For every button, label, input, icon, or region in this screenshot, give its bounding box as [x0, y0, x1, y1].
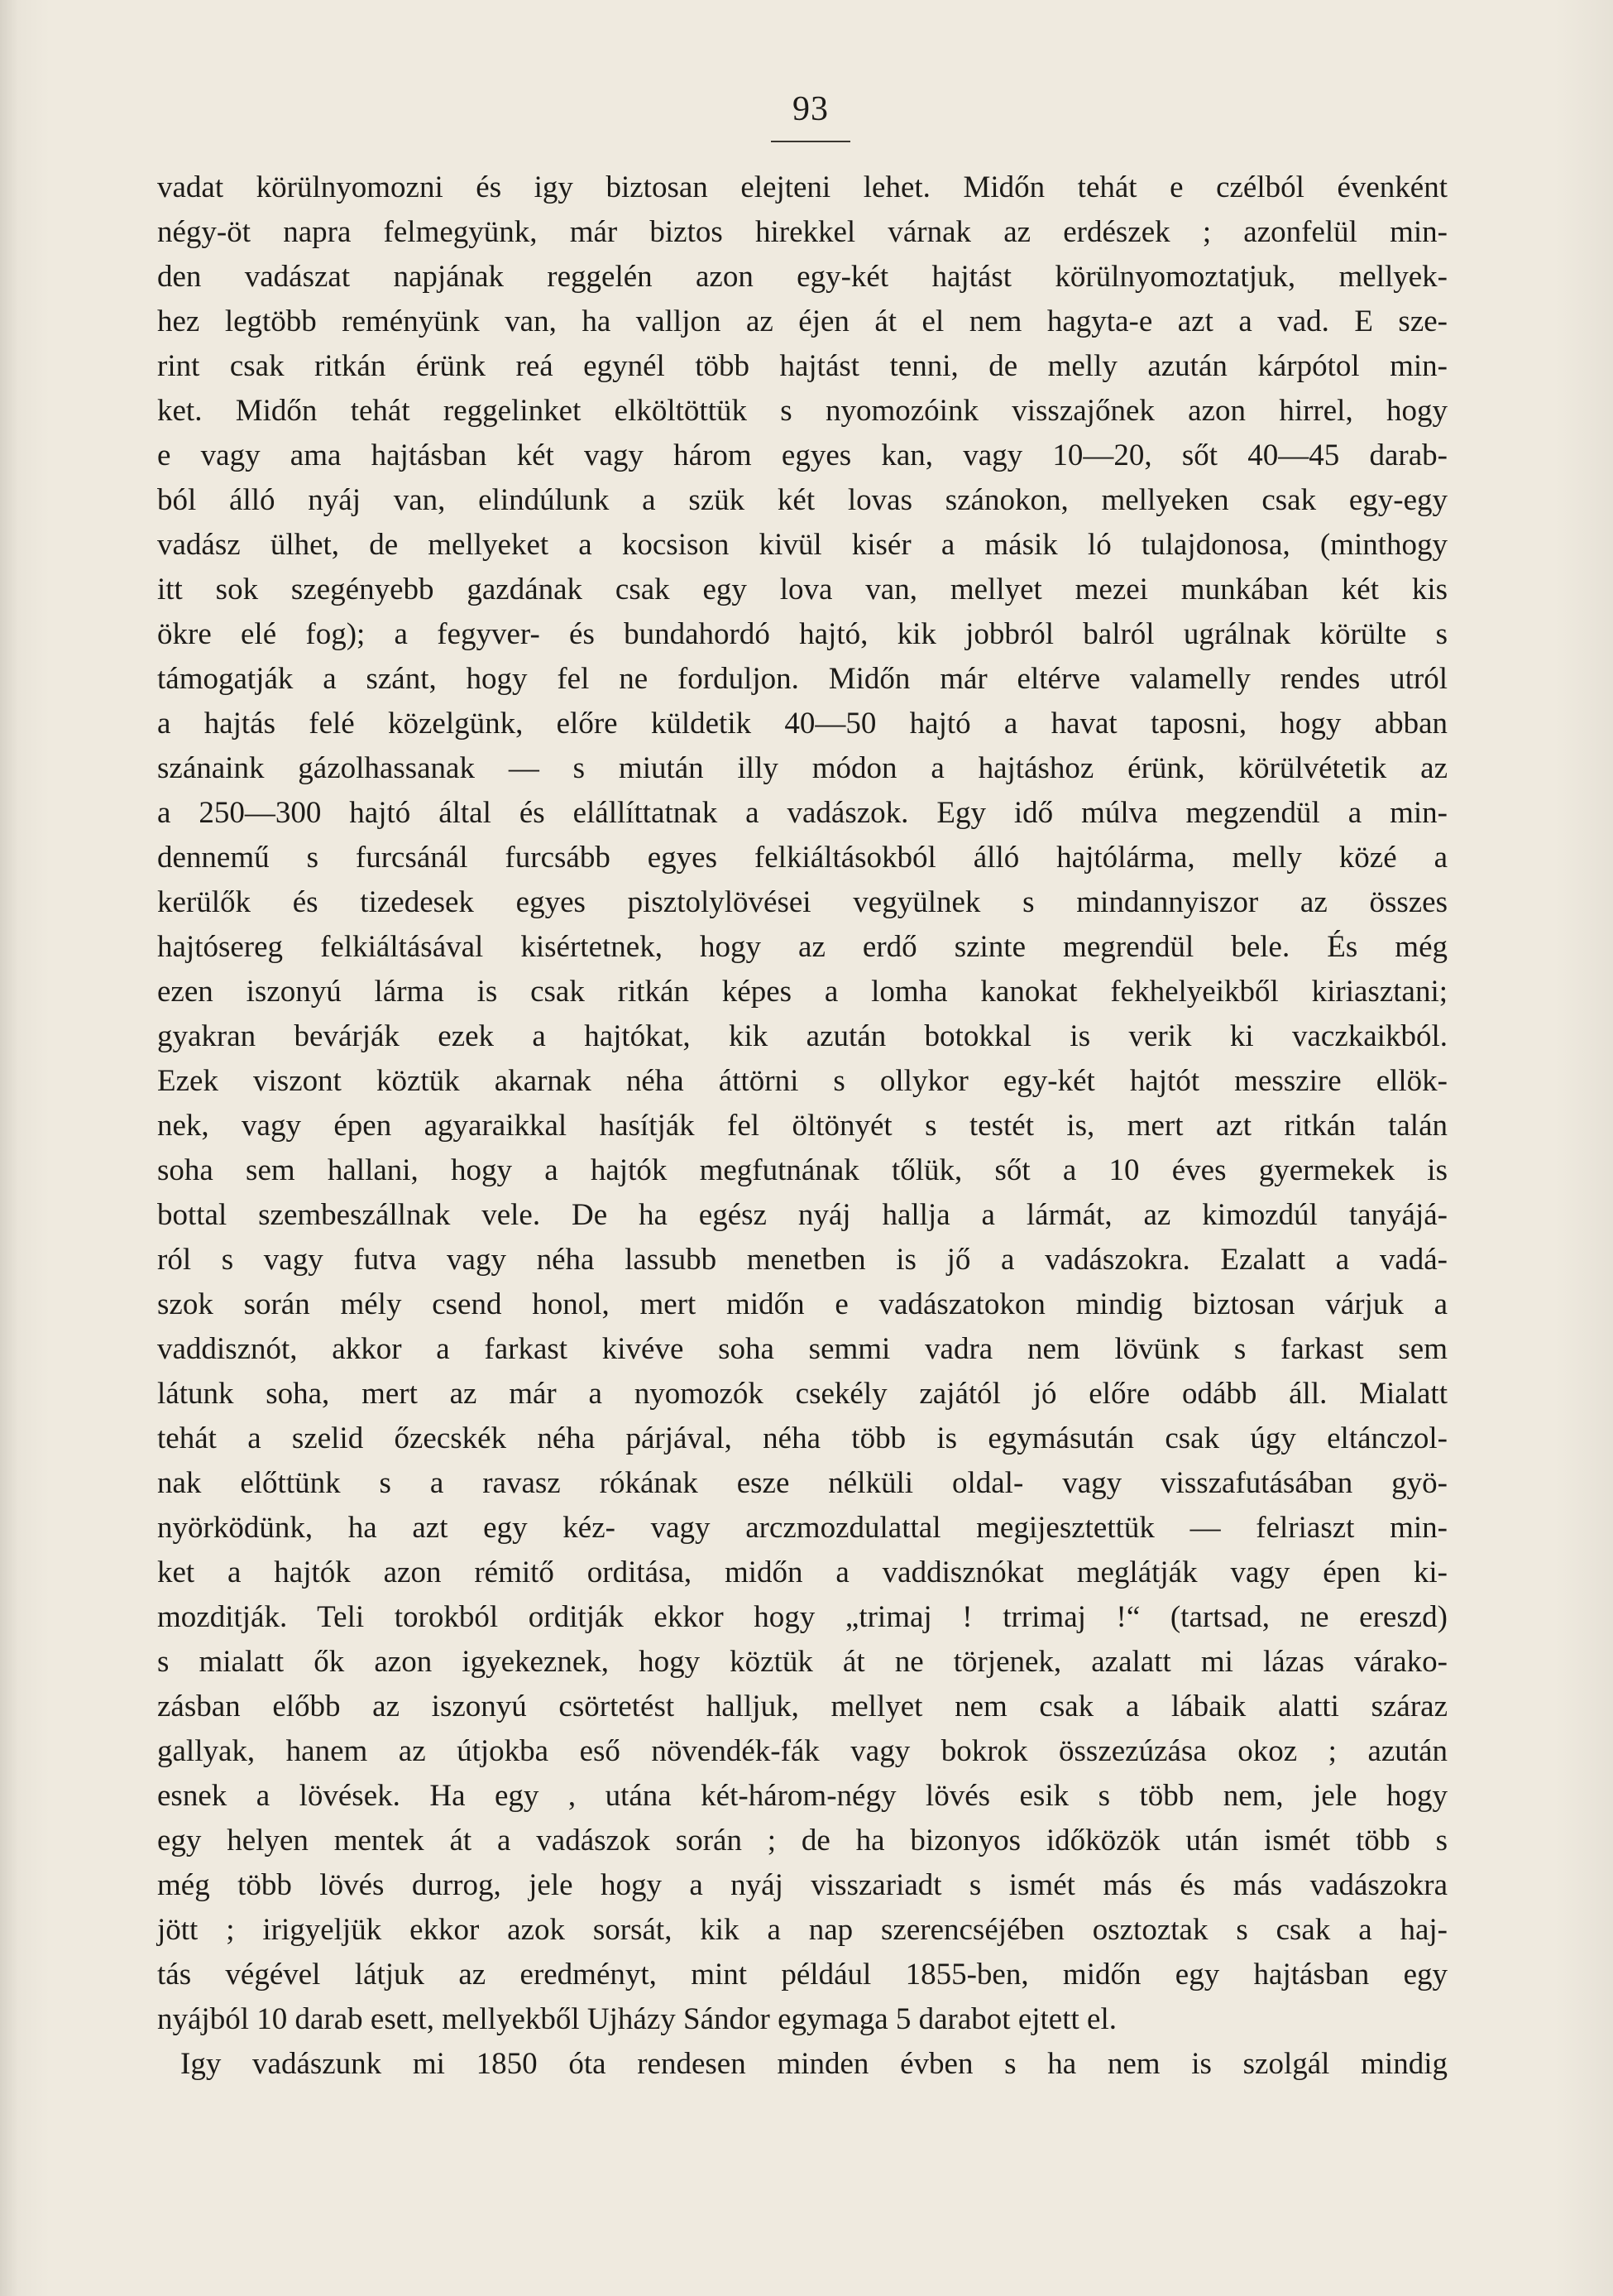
body-text: [157, 165, 1448, 2087]
text-line: jött ; irigyeljük ekkor azok sorsát, kik a nap szerencséjében osztoztak s csak a haj-: [157, 1913, 1448, 1947]
text-line: nyájból 10 darab esett, mellyekből Ujházy Sándor egymaga 5 darabot ejtett el.: [157, 2002, 1117, 2036]
text-line: itt sok szegényebb gazdának csak egy lova van, mellyet mezei munkában két kis: [157, 573, 1448, 606]
text-line: gyakran bevárják ezek a hajtókat, kik azután botokkal is verik ki vaczkaikból.: [157, 1019, 1448, 1053]
text-line: a 250—300 hajtó által és elállíttatnak a vadászok. Egy idő múlva megzendül a min-: [157, 796, 1448, 830]
text-line: ket a hajtók azon rémitő orditása, midőn a vaddisznókat meglátják vagy épen ki-: [157, 1555, 1448, 1589]
text-line: gallyak, hanem az útjokba eső növendék-fák vagy bokrok összezúzása okoz ; azután: [157, 1734, 1448, 1768]
text-line: vaddisznót, akkor a farkast kivéve soha semmi vadra nem lövünk s farkast sem: [157, 1332, 1448, 1366]
text-line: tás végével látjuk az eredményt, mint például 1855-ben, midőn egy hajtásban egy: [157, 1958, 1448, 1992]
text-line: szánaink gázolhassanak — s miután illy módon a hajtáshoz érünk, körülvétetik az: [157, 751, 1448, 785]
text-line: ökre elé fog); a fegyver- és bundahordó hajtó, kik jobbról balról ugrálnak körülte s: [157, 617, 1448, 651]
text-line: mozditják. Teli torokból orditják ekkor hogy „trimaj ! trrimaj !“ (tartsad, ne ereszd): [157, 1600, 1448, 1634]
page-header: [0, 89, 1613, 142]
text-line: látunk soha, mert az már a nyomozók csekély zajától jó előre odább áll. Mialatt: [157, 1377, 1448, 1411]
text-line: nyörködünk, ha azt egy kéz- vagy arczmozdulattal megijesztettük — felriaszt min-: [157, 1511, 1448, 1545]
text-line: kerülők és tizedesek egyes pisztolylövései vegyülnek s mindannyiszor az összes: [157, 885, 1448, 919]
text-line: dennemű s furcsánál furcsább egyes felkiáltásokból álló hajtólárma, melly közé a: [157, 841, 1448, 875]
text-line: ket. Midőn tehát reggelinket elköltöttük s nyomozóink visszajőnek azon hirrel, hogy: [157, 394, 1448, 428]
text-line: vadat körülnyomozni és igy biztosan elejteni lehet. Midőn tehát e czélból évenként: [157, 170, 1448, 204]
text-line: Ezek viszont köztük akarnak néha áttörni s ollykor egy-két hajtót messzire ellök-: [157, 1064, 1448, 1098]
text-line: hez legtöbb reményünk van, ha valljon az éjen át el nem hagyta-e azt a vad. E sze-: [157, 304, 1448, 338]
text-line: soha sem hallani, hogy a hajtók megfutnának tőlük, sőt a 10 éves gyermekek is: [157, 1153, 1448, 1187]
text-line: bottal szembeszállnak vele. De ha egész nyáj hallja a lármát, az kimozdúl tanyájá-: [157, 1198, 1448, 1232]
text-line: Igy vadászunk mi 1850 óta rendesen minden évben s ha nem is szolgál mindig: [180, 2047, 1448, 2081]
text-line: ból álló nyáj van, elindúlunk a szük két lovas szánokon, mellyeken csak egy-egy: [157, 483, 1448, 517]
text-line: tehát a szelid őzecskék néha párjával, néha több is egymásután csak úgy eltánczol-: [157, 1421, 1448, 1455]
text-line: még több lövés durrog, jele hogy a nyáj visszariadt s ismét más és más vadászokra: [157, 1868, 1448, 1902]
text-line: vadász ülhet, de mellyeket a kocsison kivül kisér a másik ló tulajdonosa, (minthogy: [157, 528, 1448, 562]
text-line: hajtósereg felkiáltásával kisértetnek, hogy az erdő szinte megrendül bele. És még: [157, 930, 1448, 964]
page-number: 93: [771, 89, 850, 142]
text-line: ról s vagy futva vagy néha lassubb menetben is jő a vadászokra. Ezalatt a vadá-: [157, 1243, 1448, 1277]
text-line: ezen iszonyú lárma is csak ritkán képes a lomha kanokat fekhelyeikből kiriasztani;: [157, 975, 1448, 1009]
text-line: szok során mély csend honol, mert midőn e vadászatokon mindig biztosan várjuk a: [157, 1287, 1448, 1321]
text-line: zásban előbb az iszonyú csörtetést halljuk, mellyet nem csak a lábaik alatti száraz: [157, 1690, 1448, 1723]
text-line: den vadászat napjának reggelén azon egy-két hajtást körülnyomoztatjuk, mellyek-: [157, 260, 1448, 294]
text-line: egy helyen mentek át a vadászok során ; de ha bizonyos időközök után ismét több s: [157, 1824, 1448, 1857]
text-line: támogatják a szánt, hogy fel ne forduljon. Midőn már eltérve valamelly rendes utról: [157, 662, 1448, 696]
text-line: s mialatt ők azon igyekeznek, hogy köztük át ne törjenek, azalatt mi lázas várako-: [157, 1645, 1448, 1679]
text-line: rint csak ritkán érünk reá egynél több hajtást tenni, de melly azután kárpótol min-: [157, 349, 1448, 383]
text-line: e vagy ama hajtásban két vagy három egyes kan, vagy 10—20, sőt 40—45 darab-: [157, 439, 1448, 472]
text-line: nek, vagy épen agyaraikkal hasítják fel öltönyét s testét is, mert azt ritkán talán: [157, 1109, 1448, 1143]
text-line: négy-öt napra felmegyünk, már biztos hirekkel várnak az erdészek ; azonfelül min-: [157, 215, 1448, 249]
text-line: nak előttünk s a ravasz rókának esze nélküli oldal- vagy visszafutásában gyö-: [157, 1466, 1448, 1500]
text-line: a hajtás felé közelgünk, előre küldetik 40—50 hajtó a havat taposni, hogy abban: [157, 707, 1448, 741]
text-line: esnek a lövések. Ha egy , utána két-három-négy lövés esik s több nem, jele hogy: [157, 1779, 1448, 1813]
